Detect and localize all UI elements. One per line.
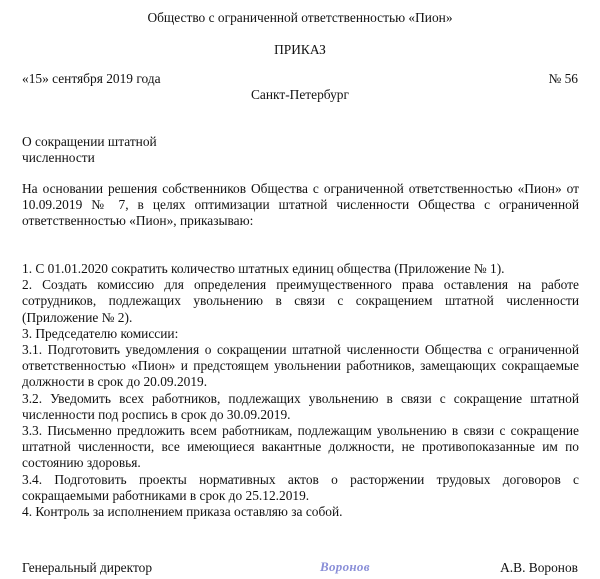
- subject-line-2: численности: [22, 150, 95, 165]
- order-items: [22, 261, 579, 520]
- subject-line-1: О сокращении штатной: [22, 134, 157, 149]
- signatory-name: А.В. Воронов: [500, 560, 578, 575]
- order-item-3-4: 3.4. Подготовить проекты нормативных актов о расторжении трудовых договоров с сокращаемыми работниками в срок до 25.12.2019.: [22, 471, 579, 503]
- document-city: Санкт-Петербург: [251, 87, 349, 102]
- order-item-4: 4. Контроль за исполнением приказа оставляю за собой.: [22, 504, 343, 520]
- order-item-3: 3. Председателю комиссии:: [22, 325, 179, 341]
- order-item-3-1: 3.1. Подготовить уведомления о сокращении штатной численности Общества с ограниченной ответственностью «Пион» и предстоящем увольнении работников, замещающих сокращаемые должности в срок до 20.09.2019.: [22, 342, 579, 390]
- order-item-2: 2. Создать комиссию для определения преимущественного права оставления на работе сотрудников, подлежащих увольнению в связи с сокращением штатной численности (Приложение № 2).: [22, 277, 579, 325]
- company-name: Общество с ограниченной ответственностью «Пион»: [147, 10, 453, 25]
- handwritten-signature: Воронов: [320, 559, 370, 574]
- document-title: ПРИКАЗ: [274, 42, 326, 57]
- order-item-1: 1. С 01.01.2020 сократить количество штатных единиц общества (Приложение № 1).: [22, 261, 505, 276]
- document-date: «15» сентября 2019 года: [22, 71, 161, 86]
- document-number: № 56: [548, 71, 578, 86]
- preamble-text: На основании решения собственников Общества с ограниченной ответственностью «Пион» от 10.09.2019 № 7, в целях оптимизации штатной численности Общества с ограниченной ответственностью «Пион», приказываю:: [22, 181, 579, 229]
- order-item-3-3: 3.3. Письменно предложить всем работникам, подлежащим увольнению в связи с сокращение штатной численности, все имеющиеся вакантные должности, не противопоказанные им по состоянию здоровья.: [22, 423, 579, 471]
- order-item-3-2: 3.2. Уведомить всех работников, подлежащих увольнению в связи с сокращение штатной численности под роспись в срок до 30.09.2019.: [22, 390, 579, 422]
- signatory-position: Генеральный директор: [22, 560, 153, 575]
- preamble: [22, 181, 579, 230]
